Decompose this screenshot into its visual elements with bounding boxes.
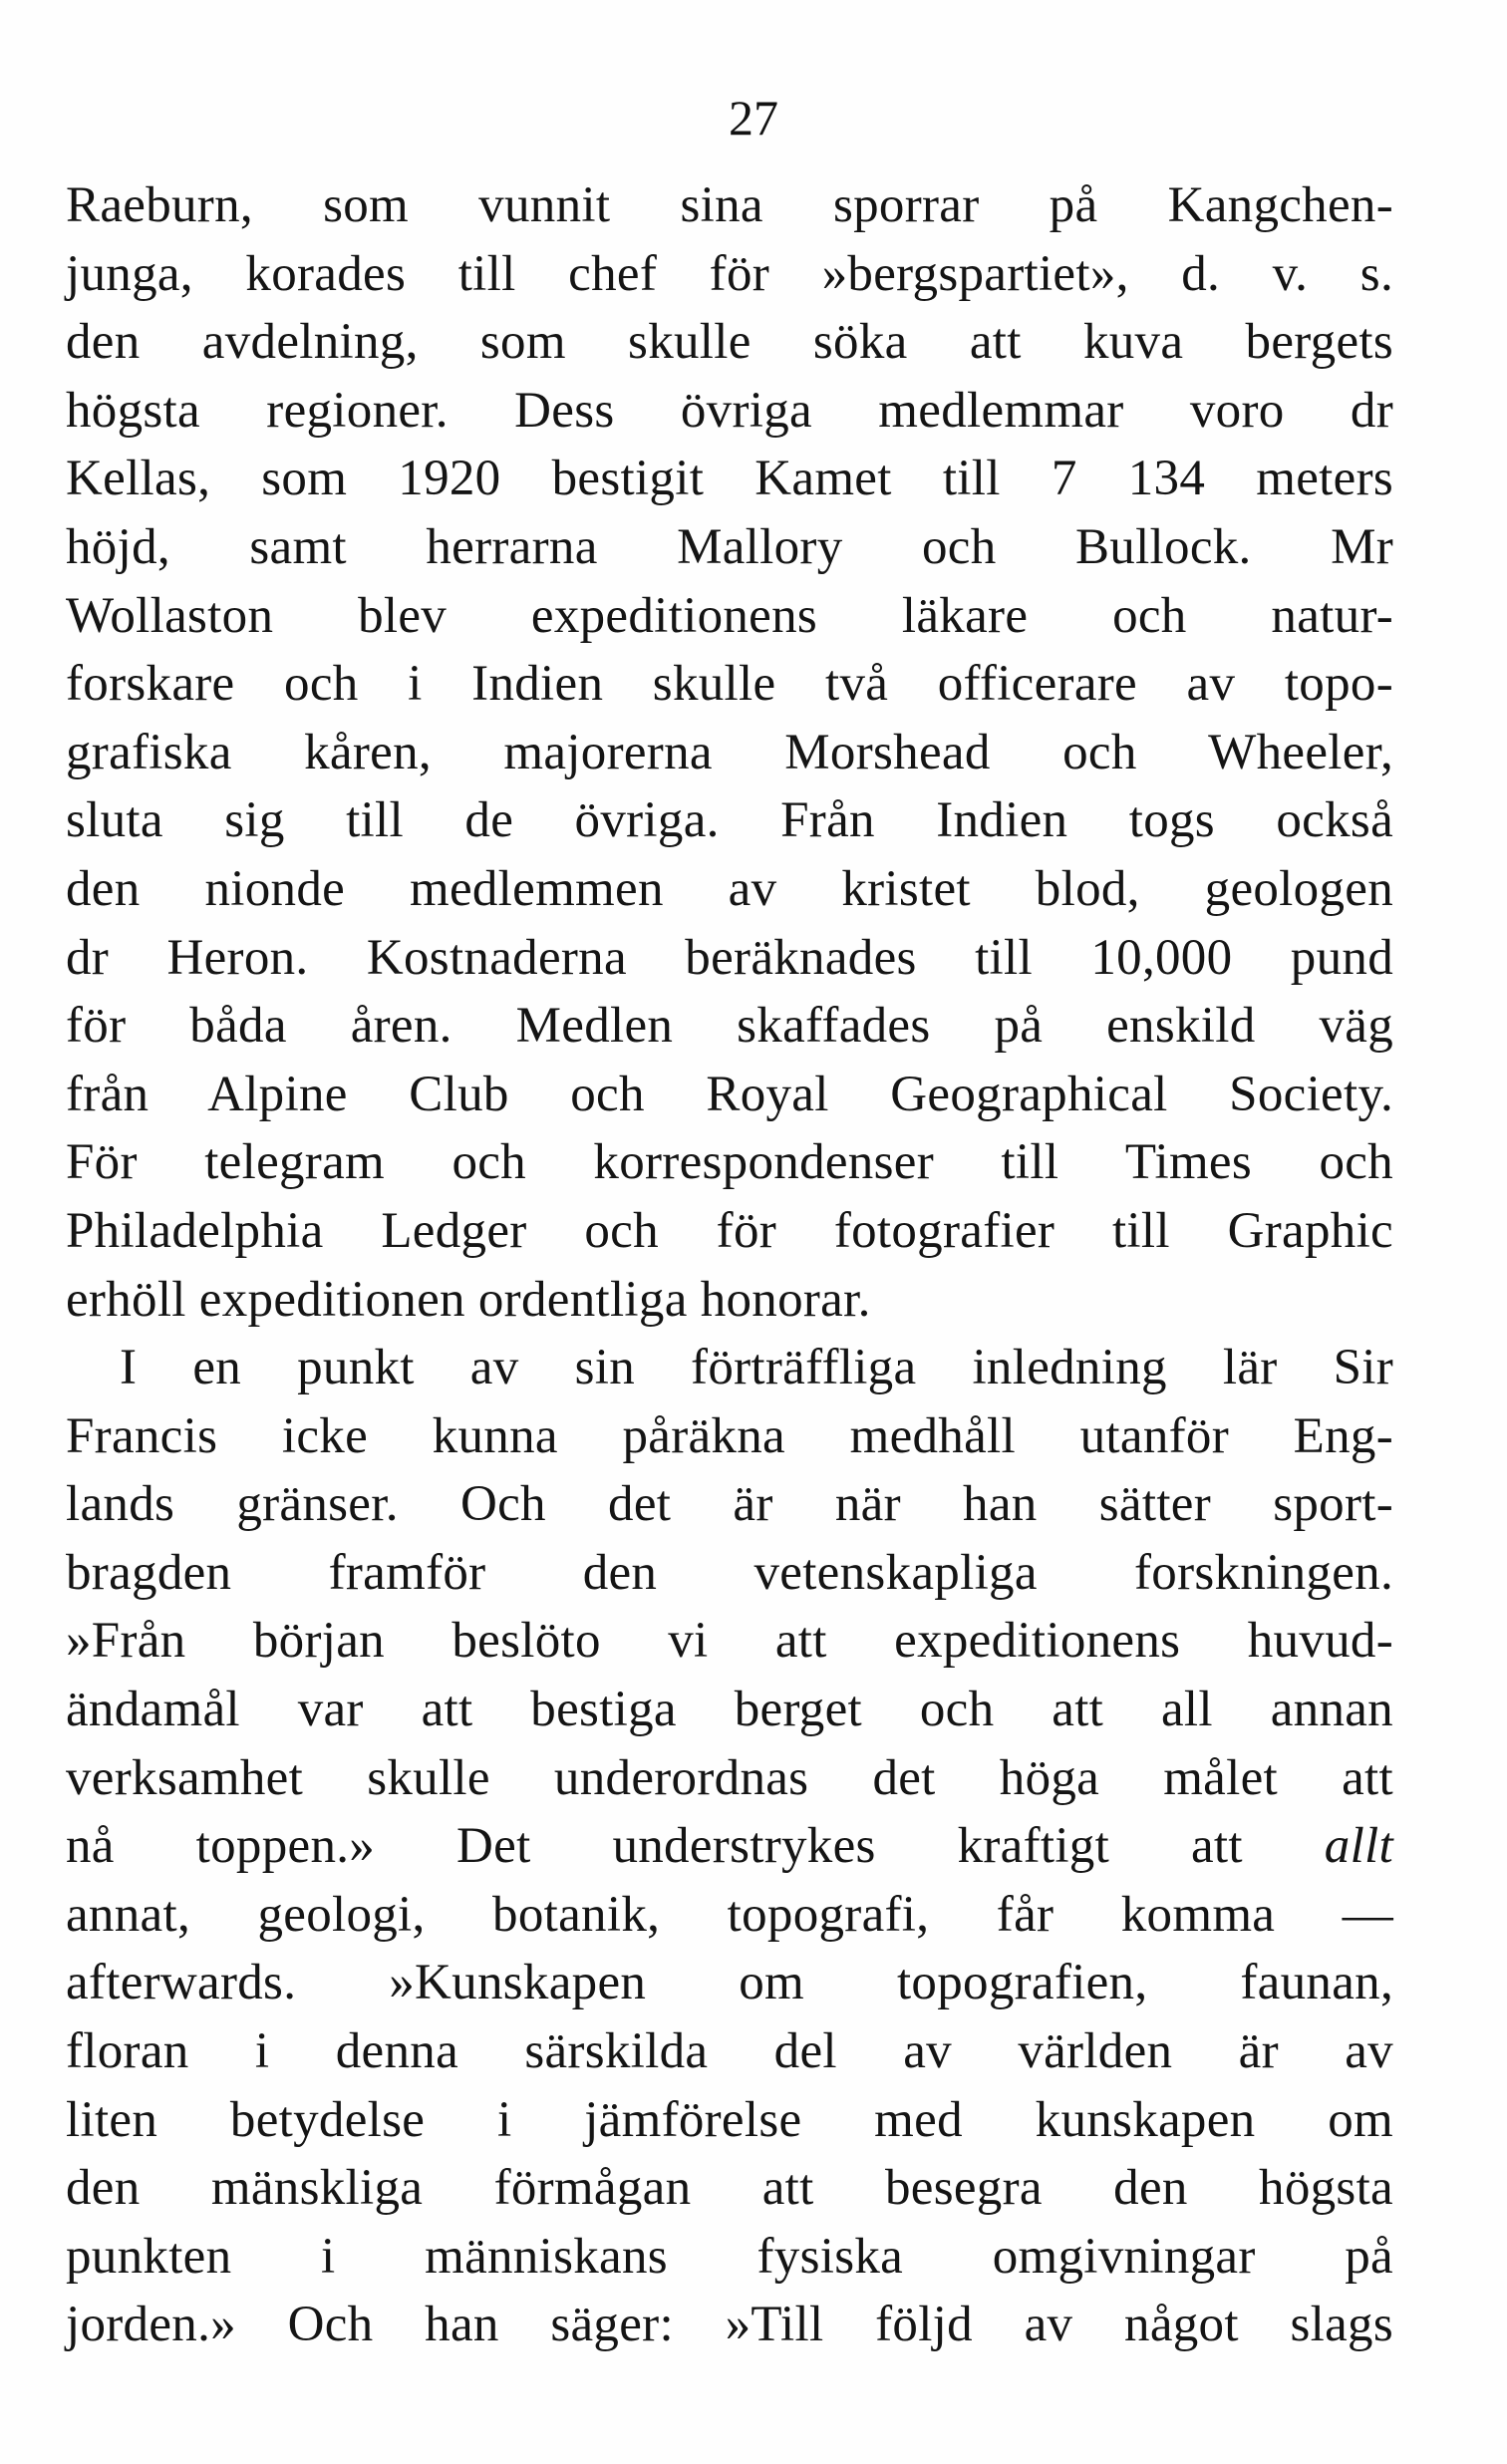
text-line: från Alpine Club och Royal Geographical Society.: [66, 1066, 1393, 1122]
text-segment: nå toppen.» Det understrykes kraftigt att: [66, 1818, 1325, 1875]
text-line: Francis icke kunna påräkna medhåll utanför Eng-: [66, 1407, 1393, 1464]
text-line: annat, geologi, botanik, topografi, får komma —: [66, 1886, 1393, 1943]
text-line: afterwards. »Kunskapen om topografien, faunan,: [66, 1955, 1393, 2011]
text-line: lands gränser. Och det är när han sätter sport-: [66, 1476, 1393, 1533]
text-line: punkten i människans fysiska omgivningar på: [66, 2228, 1393, 2285]
text-line: verksamhet skulle underordnas det höga målet att: [66, 1749, 1393, 1806]
text-line: junga, korades till chef för »bergspartiet», d. v. s.: [66, 245, 1393, 302]
text-line: den avdelning, som skulle söka att kuva bergets: [66, 314, 1393, 371]
text-line-with-emphasis: [66, 1812, 1393, 1881]
text-line: för båda åren. Medlen skaffades på enskild väg: [66, 998, 1393, 1055]
text-line: floran i denna särskilda del av världen är av: [66, 2023, 1393, 2080]
text-line: högsta regioner. Dess övriga medlemmar voro dr: [66, 382, 1393, 439]
page-number: 27: [729, 90, 778, 146]
text-line: sluta sig till de övriga. Från Indien togs också: [66, 792, 1393, 849]
text-line: Wollaston blev expeditionens läkare och natur-: [66, 587, 1393, 644]
text-line: höjd, samt herrarna Mallory och Bullock. Mr: [66, 518, 1393, 575]
text-line: För telegram och korrespondenser till Times och: [66, 1134, 1393, 1191]
paragraph-end-line: erhöll expeditionen ordentliga honorar.: [66, 1271, 871, 1328]
text-line: bragden framför den vetenskapliga forskningen.: [66, 1544, 1393, 1601]
body-text: [66, 171, 1393, 2359]
text-line: »Från början beslöto vi att expeditionens huvud-: [66, 1613, 1393, 1670]
text-line: jorden.» Och han säger: »Till följd av något slags: [66, 2297, 1393, 2353]
text-line: ändamål var att bestiga berget och att all annan: [66, 1682, 1393, 1738]
text-line: Philadelphia Ledger och för fotografier till Graphic: [66, 1202, 1393, 1259]
text-line: Kellas, som 1920 bestigit Kamet till 7 134 meters: [66, 451, 1393, 507]
text-line: den nionde medlemmen av kristet blod, geologen: [66, 860, 1393, 917]
paragraph-start-line: I en punkt av sin förträffliga inledning lär Sir: [120, 1340, 1393, 1396]
text-line: Raeburn, som vunnit sina sporrar på Kangchen-: [66, 177, 1393, 233]
text-line: grafiska kåren, majorerna Morshead och Wheeler,: [66, 724, 1393, 780]
text-line: forskare och i Indien skulle två officerare av topo-: [66, 656, 1393, 713]
text-line: dr Heron. Kostnaderna beräknades till 10,000 pund: [66, 929, 1393, 986]
text-line: den mänskliga förmågan att besegra den högsta: [66, 2160, 1393, 2217]
text-line: liten betydelse i jämförelse med kunskapen om: [66, 2091, 1393, 2148]
emphasized-word: allt: [1324, 1818, 1393, 1875]
